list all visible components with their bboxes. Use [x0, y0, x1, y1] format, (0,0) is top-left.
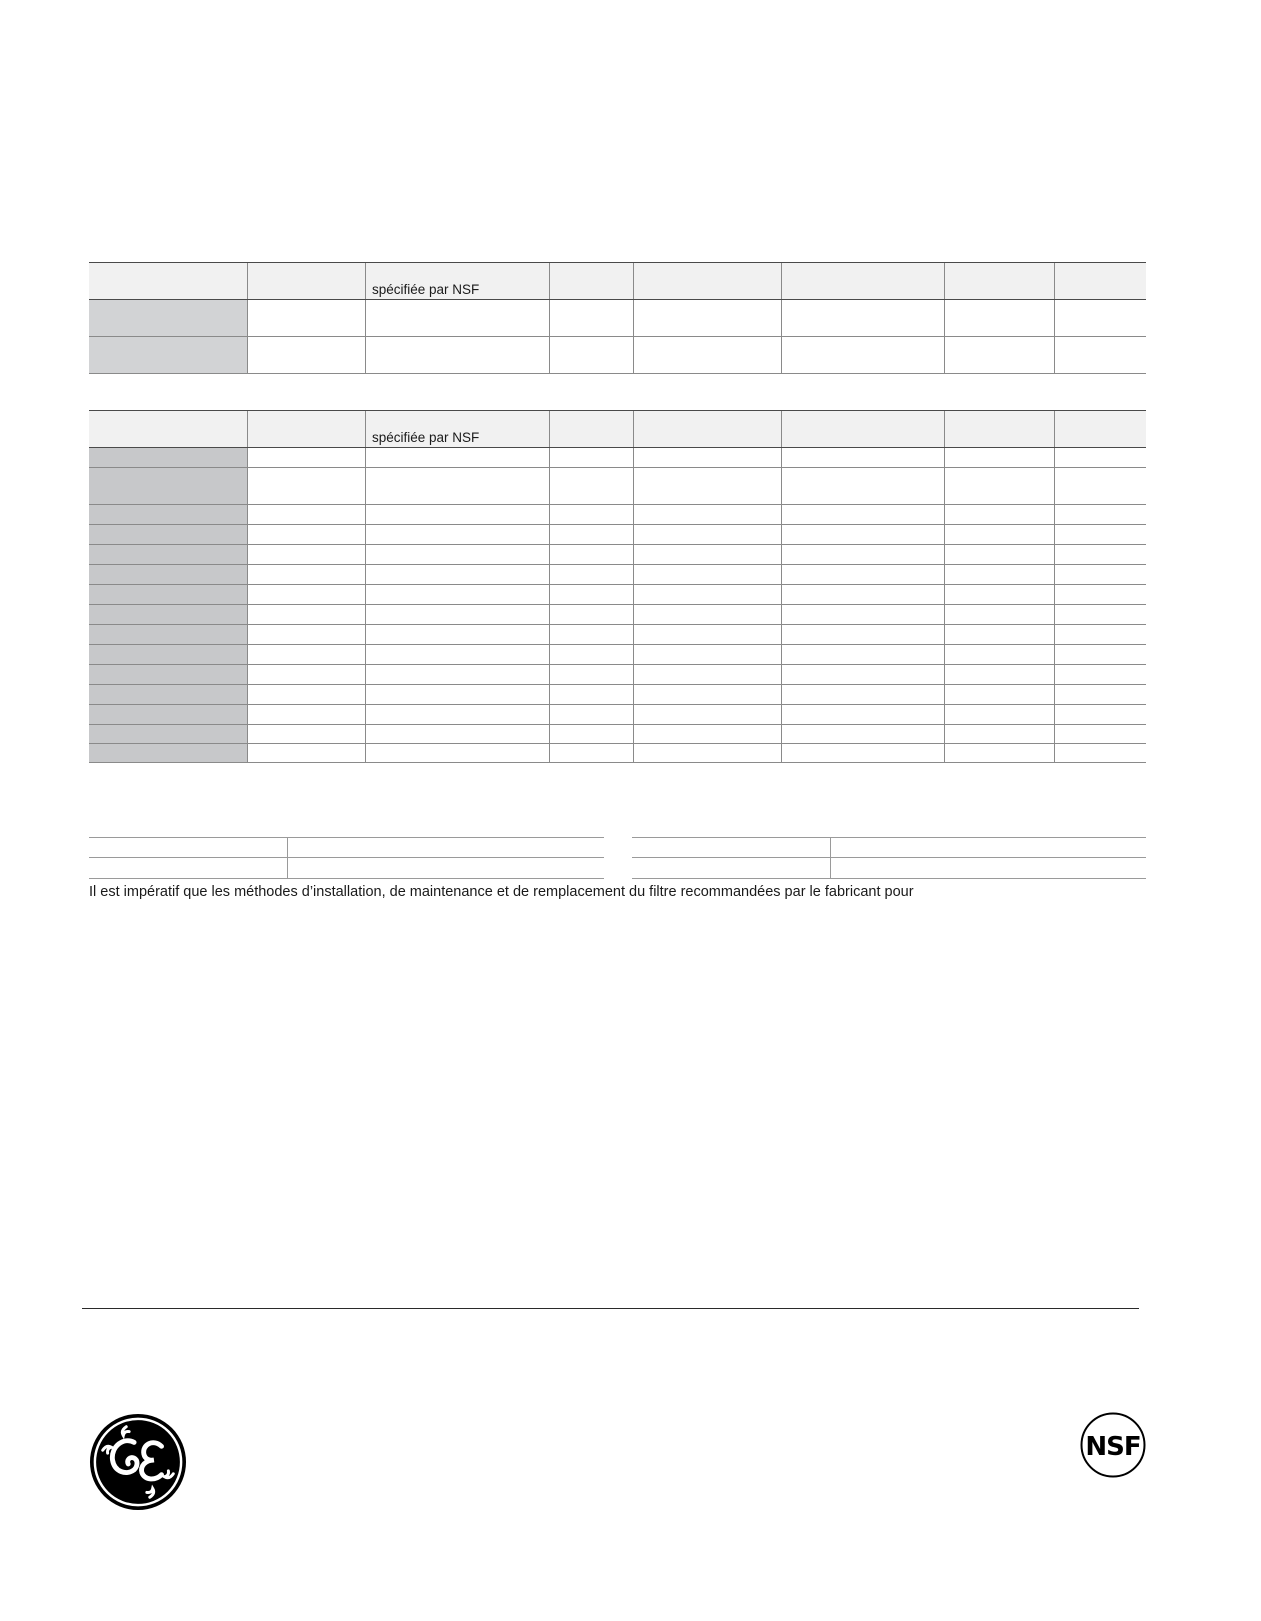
- table-rule: [89, 410, 1146, 411]
- row-label-cell: [89, 467, 247, 504]
- table-cell: [633, 336, 781, 373]
- table-cell: [633, 504, 781, 524]
- table-cell: [781, 624, 944, 644]
- spec-table-left: [89, 837, 604, 879]
- table-row: [89, 604, 1146, 624]
- table-cell: [247, 684, 365, 704]
- table-cell: [247, 524, 365, 544]
- table-cell: [365, 684, 549, 704]
- table-row: [89, 336, 1146, 373]
- table-cell: [944, 584, 1054, 604]
- table-row: [89, 664, 1146, 684]
- table-cell: [781, 743, 944, 762]
- row-label-cell: [89, 743, 247, 762]
- table-cell: [247, 724, 365, 743]
- table-cell: [781, 684, 944, 704]
- table-cell: [944, 624, 1054, 644]
- table-cell: [247, 644, 365, 664]
- table-cell: [549, 724, 633, 743]
- table-cell: [549, 704, 633, 724]
- table-cell: [365, 584, 549, 604]
- table-cell: [247, 624, 365, 644]
- table-cell: [549, 684, 633, 704]
- row-label-cell: [89, 644, 247, 664]
- table-cell: [247, 604, 365, 624]
- header-cell: [247, 410, 365, 447]
- table-cell: [781, 336, 944, 373]
- table-cell: [944, 299, 1054, 336]
- row-label-cell: [89, 664, 247, 684]
- table-cell: [365, 743, 549, 762]
- table-cell: [247, 564, 365, 584]
- nsf-logo-text: NSF: [1085, 1432, 1141, 1462]
- table-cell: [1054, 624, 1146, 644]
- table-cell: [549, 544, 633, 564]
- table-rule: [89, 762, 1146, 763]
- table-row: [89, 447, 1146, 467]
- table-cell: [549, 336, 633, 373]
- table-rule: [89, 336, 1146, 337]
- header-cell: [633, 410, 781, 447]
- table-cell: [1054, 504, 1146, 524]
- table-cell: [633, 684, 781, 704]
- table-cell: [1054, 664, 1146, 684]
- table-cell: [633, 524, 781, 544]
- header-cell: [1054, 262, 1146, 299]
- installation-notice: Il est impératif que les méthodes d’installation, de maintenance et de remplacement du filtre recommandées par le fabricant pour: [89, 884, 914, 900]
- table-cell: [1054, 743, 1146, 762]
- table-cell: [247, 467, 365, 504]
- table-cell: [365, 624, 549, 644]
- table-cell: [365, 504, 549, 524]
- table-rule: [89, 604, 1146, 605]
- table-row: [89, 524, 1146, 544]
- table-row: [89, 644, 1146, 664]
- table-cell: [247, 299, 365, 336]
- table-cell: [365, 299, 549, 336]
- table-cell: [633, 624, 781, 644]
- table-rule: [89, 644, 1146, 645]
- table-row: [89, 684, 1146, 704]
- table-cell: [365, 564, 549, 584]
- table-cell: [549, 644, 633, 664]
- table-cell: [365, 704, 549, 724]
- table-cell: [549, 604, 633, 624]
- row-label-cell: [89, 584, 247, 604]
- table-rule: [89, 837, 604, 838]
- table-cell: [549, 299, 633, 336]
- table-cell: [247, 664, 365, 684]
- table-rule: [632, 837, 1146, 838]
- table-cell: [1054, 467, 1146, 504]
- table-cell: [1054, 447, 1146, 467]
- table-cell: [1054, 584, 1146, 604]
- table-divider: [287, 837, 288, 879]
- table-cell: [247, 336, 365, 373]
- ge-logo-icon: [89, 1413, 187, 1511]
- table-cell: [549, 504, 633, 524]
- header-cell: [633, 262, 781, 299]
- table-row: [89, 504, 1146, 524]
- header-label-nsf-specified: spécifiée par NSF: [372, 430, 480, 445]
- table-cell: [247, 704, 365, 724]
- row-label-cell: [89, 724, 247, 743]
- row-label-cell: [89, 704, 247, 724]
- table-cell: [247, 504, 365, 524]
- table-cell: [247, 743, 365, 762]
- table-rule: [632, 878, 1146, 879]
- table-cell: [1054, 564, 1146, 584]
- table-cell: [365, 336, 549, 373]
- table-cell: [944, 664, 1054, 684]
- table-cell: [944, 544, 1054, 564]
- table-row: [89, 467, 1146, 504]
- table-cell: [549, 743, 633, 762]
- table-rule: [89, 857, 604, 858]
- header-cell: [781, 410, 944, 447]
- table-cell: [549, 624, 633, 644]
- header-cell: [1054, 410, 1146, 447]
- table-cell: [781, 644, 944, 664]
- table-cell: [944, 604, 1054, 624]
- table-row: [89, 584, 1146, 604]
- row-label-cell: [89, 564, 247, 584]
- table-cell: [549, 467, 633, 504]
- table-rule: [89, 447, 1146, 448]
- table-cell: [781, 724, 944, 743]
- table-cell: [944, 724, 1054, 743]
- table-row: [89, 299, 1146, 336]
- table-cell: [944, 524, 1054, 544]
- table-cell: [633, 299, 781, 336]
- table-cell: [781, 604, 944, 624]
- table-cell: [1054, 684, 1146, 704]
- table-cell: [781, 564, 944, 584]
- table-rule: [89, 724, 1146, 725]
- table-cell: [365, 664, 549, 684]
- header-label-nsf-specified: spécifiée par NSF: [372, 282, 480, 297]
- spec-table-right: [632, 837, 1146, 879]
- table-rule: [89, 664, 1146, 665]
- table-cell: [1054, 544, 1146, 564]
- table-cell: [944, 467, 1054, 504]
- table-cell: [1054, 336, 1146, 373]
- table-cell: [247, 447, 365, 467]
- table-cell: [365, 467, 549, 504]
- table-cell: [633, 564, 781, 584]
- table-cell: [365, 447, 549, 467]
- table-cell: [944, 336, 1054, 373]
- table-cell: [549, 524, 633, 544]
- row-label-cell: [89, 524, 247, 544]
- table-cell: [633, 544, 781, 564]
- performance-table-bottom: [89, 410, 1146, 763]
- table-cell: [365, 524, 549, 544]
- table-rule: [89, 684, 1146, 685]
- table-cell: [633, 604, 781, 624]
- table-rule: [89, 584, 1146, 585]
- table-cell: [944, 504, 1054, 524]
- table-rule: [89, 743, 1146, 744]
- row-label-cell: [89, 544, 247, 564]
- header-cell: [781, 262, 944, 299]
- header-cell: [549, 262, 633, 299]
- table-cell: [633, 724, 781, 743]
- table-cell: [549, 584, 633, 604]
- row-label-cell: [89, 299, 247, 336]
- table-cell: [633, 664, 781, 684]
- header-cell: [247, 262, 365, 299]
- table-cell: [633, 584, 781, 604]
- table-cell: [944, 704, 1054, 724]
- table-rule: [89, 878, 604, 879]
- header-cell: [944, 262, 1054, 299]
- table-row: [89, 704, 1146, 724]
- table-cell: [365, 604, 549, 624]
- table-cell: [549, 564, 633, 584]
- table-cell: [781, 467, 944, 504]
- table-cell: [781, 299, 944, 336]
- footer-rule: [82, 1308, 1139, 1309]
- table-cell: [365, 724, 549, 743]
- table-cell: [633, 743, 781, 762]
- row-label-cell: [89, 604, 247, 624]
- table-cell: [1054, 299, 1146, 336]
- table-cell: [781, 544, 944, 564]
- table-cell: [549, 447, 633, 467]
- table-cell: [247, 584, 365, 604]
- table-cell: [781, 524, 944, 544]
- table-cell: [944, 684, 1054, 704]
- header-cell: [365, 262, 549, 299]
- table-cell: [781, 664, 944, 684]
- table-row: [89, 544, 1146, 564]
- table-cell: [633, 704, 781, 724]
- table-rule: [89, 504, 1146, 505]
- row-label-cell: [89, 624, 247, 644]
- table-row: [89, 743, 1146, 762]
- table-header-row: [89, 410, 1146, 447]
- table-rule: [89, 704, 1146, 705]
- performance-table-top: [89, 262, 1146, 374]
- row-label-cell: [89, 336, 247, 373]
- row-label-cell: [89, 447, 247, 467]
- table-cell: [247, 544, 365, 564]
- header-cell: [89, 410, 247, 447]
- table-cell: [1054, 724, 1146, 743]
- header-cell: [89, 262, 247, 299]
- table-cell: [781, 504, 944, 524]
- table-row: [89, 624, 1146, 644]
- table-cell: [1054, 524, 1146, 544]
- header-cell: [549, 410, 633, 447]
- table-cell: [944, 743, 1054, 762]
- table-cell: [365, 544, 549, 564]
- table-cell: [549, 664, 633, 684]
- table-cell: [781, 584, 944, 604]
- table-cell: [633, 467, 781, 504]
- table-header-row: [89, 262, 1146, 299]
- table-rule: [89, 262, 1146, 263]
- table-rule: [89, 544, 1146, 545]
- table-cell: [781, 447, 944, 467]
- table-cell: [781, 704, 944, 724]
- table-cell: [944, 644, 1054, 664]
- table-cell: [944, 447, 1054, 467]
- row-label-cell: [89, 504, 247, 524]
- table-rule: [89, 299, 1146, 300]
- table-row: [89, 724, 1146, 743]
- table-rule: [89, 564, 1146, 565]
- header-cell: [365, 410, 549, 447]
- table-cell: [944, 564, 1054, 584]
- table-divider: [830, 837, 831, 879]
- table-cell: [1054, 704, 1146, 724]
- table-rule: [89, 373, 1146, 374]
- table-cell: [1054, 644, 1146, 664]
- table-cell: [633, 447, 781, 467]
- table-cell: [365, 644, 549, 664]
- table-rule: [89, 624, 1146, 625]
- table-rule: [89, 467, 1146, 468]
- table-cell: [633, 644, 781, 664]
- header-cell: [944, 410, 1054, 447]
- table-row: [89, 564, 1146, 584]
- table-cell: [1054, 604, 1146, 624]
- table-rule: [89, 524, 1146, 525]
- row-label-cell: [89, 684, 247, 704]
- table-rule: [632, 857, 1146, 858]
- nsf-logo-icon: [1080, 1412, 1146, 1478]
